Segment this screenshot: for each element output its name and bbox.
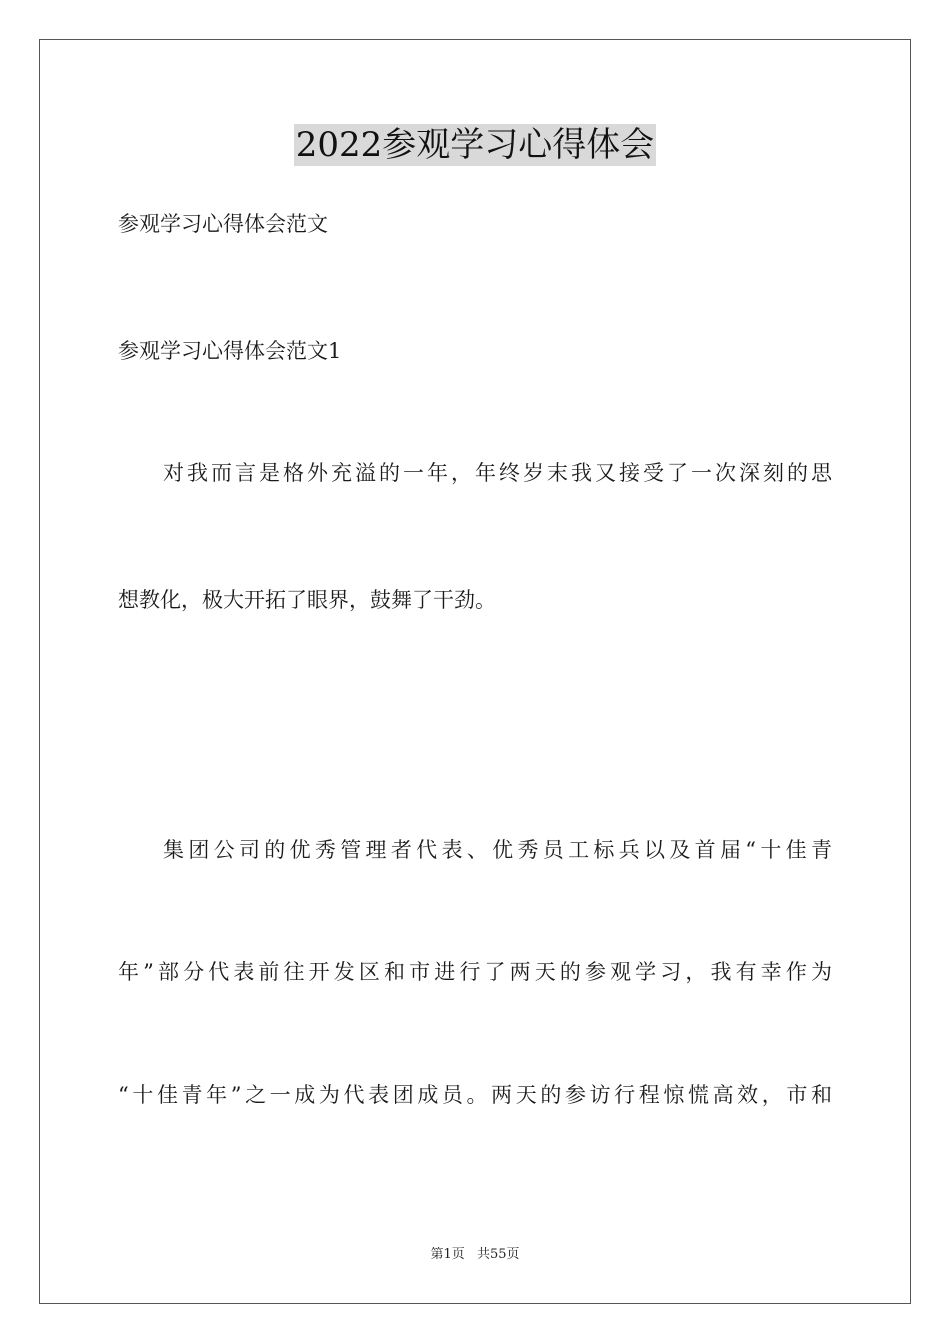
paragraph-line-1: 对我而言是格外充溢的一年，年终岁末我又接受了一次深刻的思 xyxy=(163,461,832,485)
subheading-1: 参观学习心得体会范文 xyxy=(118,212,328,236)
page-number-current: 第1页 xyxy=(430,1247,465,1262)
document-title: 2022参观学习心得体会 xyxy=(295,125,655,165)
paragraph-line-3: 集团公司的优秀管理者代表、优秀员工标兵以及首届“十佳青 xyxy=(163,838,832,862)
title-container xyxy=(0,124,950,166)
paragraph-line-4: 年”部分代表前往开发区和市进行了两天的参观学习，我有幸作为 xyxy=(118,960,832,984)
paragraph-line-2: 想教化，极大开拓了眼界，鼓舞了干劲。 xyxy=(118,588,496,612)
page-number-total: 共55页 xyxy=(476,1247,520,1262)
page-footer xyxy=(0,1246,950,1264)
subheading-2: 参观学习心得体会范文1 xyxy=(118,339,342,363)
paragraph-line-5: “十佳青年”之一成为代表团成员。两天的参访行程惊慌高效，市和 xyxy=(118,1083,832,1107)
